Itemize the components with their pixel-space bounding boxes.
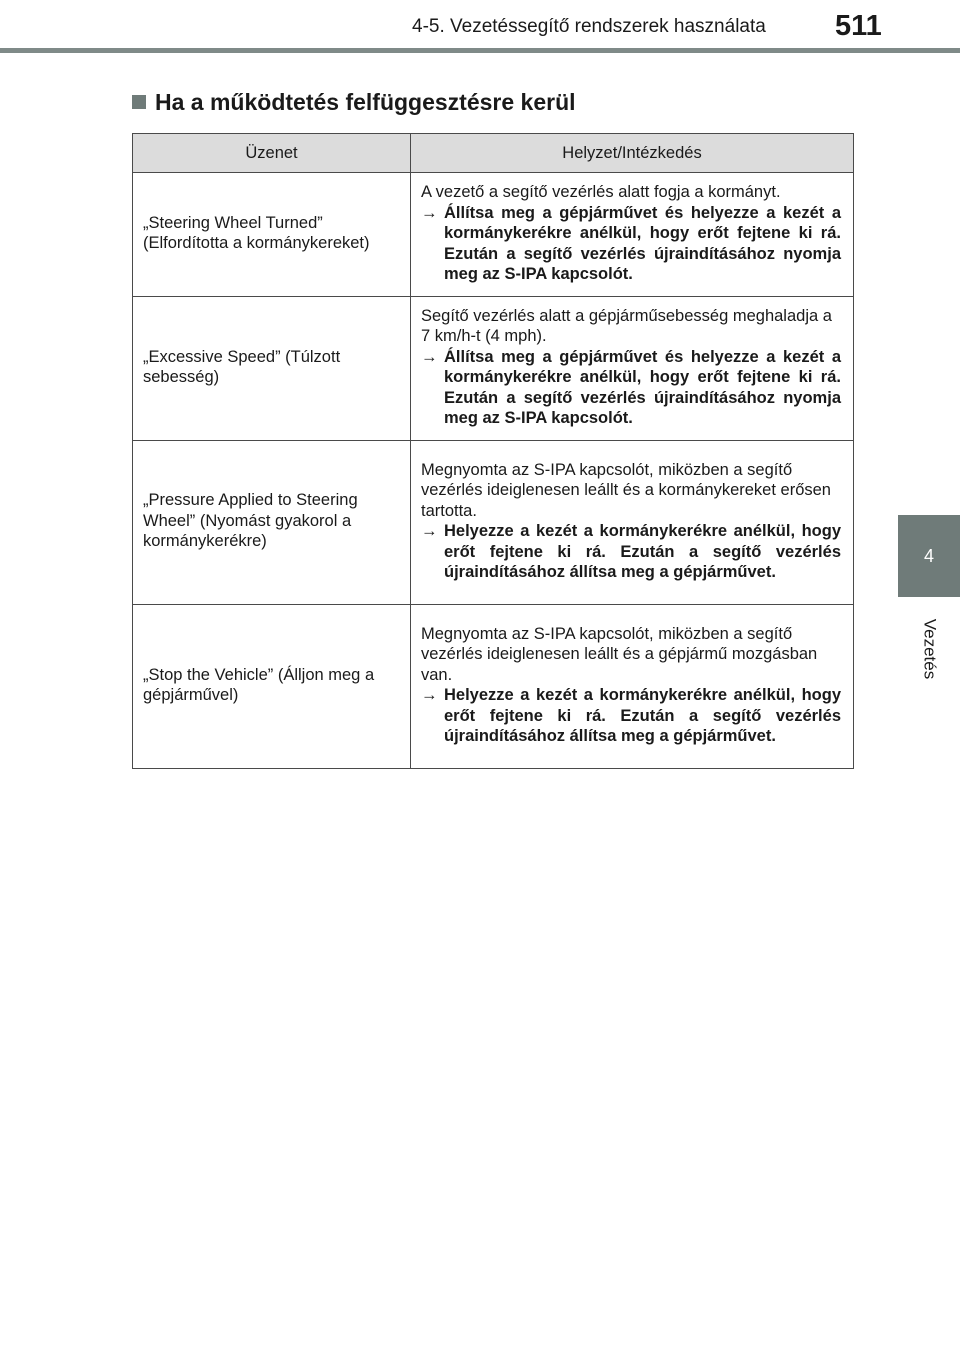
table-row: [133, 173, 854, 297]
action-text: Állítsa meg a gépjárművet és helyezze a kezét a kormánykerékre anélkül, hogy erőt fejtene ki rá. Ezután a segítő vezérlés újraindításához nyomja meg az S-IPA kapcsolót.: [444, 203, 841, 283]
section-title-text: Ha a működtetés felfüggesztésre kerül: [155, 89, 576, 115]
message-cell: „Excessive Speed” (Túlzott sebesség): [133, 296, 411, 440]
situation-cell: [411, 440, 854, 604]
situation-cell: [411, 296, 854, 440]
table-row: [133, 296, 854, 440]
chapter-number: 4: [923, 545, 934, 566]
table-row: [133, 440, 854, 604]
column-header-situation: Helyzet/Intézkedés: [411, 134, 854, 173]
situation-text: A vezető a segítő vezérlés alatt fogja a kormányt.: [421, 183, 781, 201]
arrow-right-icon: →: [421, 347, 438, 366]
situation-text: Segítő vezérlés alatt a gépjárműsebesség meghaladja a 7 km/h-t (4 mph).: [421, 306, 832, 345]
header-rule: [0, 48, 960, 53]
situation-text: Megnyomta az S-IPA kapcsolót, miközben a segítő vezérlés ideiglenesen leállt és a kormánykereket erősen tartotta.: [421, 460, 831, 520]
situation-text: Megnyomta az S-IPA kapcsolót, miközben a segítő vezérlés ideiglenesen leállt és a gépjármű mozgásban van.: [421, 624, 818, 684]
square-bullet-icon: [132, 95, 146, 109]
chapter-label-container: [898, 604, 960, 694]
column-header-message: Üzenet: [133, 134, 411, 173]
arrow-right-icon: →: [421, 686, 438, 704]
arrow-right-icon: →: [421, 203, 438, 222]
message-table: [132, 133, 854, 769]
action-line: [421, 347, 841, 429]
header-section-title: 4-5. Vezetéssegítő rendszerek használata: [412, 16, 766, 37]
action-line: [421, 521, 841, 583]
action-line: [421, 203, 841, 285]
section-heading: [132, 88, 576, 116]
table-header-row: [133, 134, 854, 173]
message-cell: „Stop the Vehicle” (Álljon meg a gépjárművel): [133, 604, 411, 768]
action-text: Helyezze a kezét a kormánykerékre anélkül, hogy erőt fejtene ki rá. Ezután a segítő vezérlés újraindításához állítsa meg a gépjárművet.: [444, 686, 841, 745]
situation-cell: [411, 604, 854, 768]
action-text: Helyezze a kezét a kormánykerékre anélkül, hogy erőt fejtene ki rá. Ezután a segítő vezérlés újraindításához állítsa meg a gépjárművet.: [444, 522, 841, 581]
message-cell: „Pressure Applied to Steering Wheel” (Nyomást gyakorol a kormánykerékre): [133, 440, 411, 604]
chapter-label: Vezetés: [920, 618, 939, 680]
situation-cell: [411, 173, 854, 297]
message-cell: „Steering Wheel Turned” (Elfordította a kormánykereket): [133, 173, 411, 297]
chapter-tab: [898, 515, 960, 597]
action-line: [421, 685, 841, 747]
action-text: Állítsa meg a gépjárművet és helyezze a kezét a kormánykerékre anélkül, hogy erőt fejtene ki rá. Ezután a segítő vezérlés újraindításához nyomja meg az S-IPA kapcsolót.: [444, 347, 841, 427]
arrow-right-icon: →: [421, 522, 438, 540]
table-row: [133, 604, 854, 768]
page-number: 511: [835, 10, 882, 42]
